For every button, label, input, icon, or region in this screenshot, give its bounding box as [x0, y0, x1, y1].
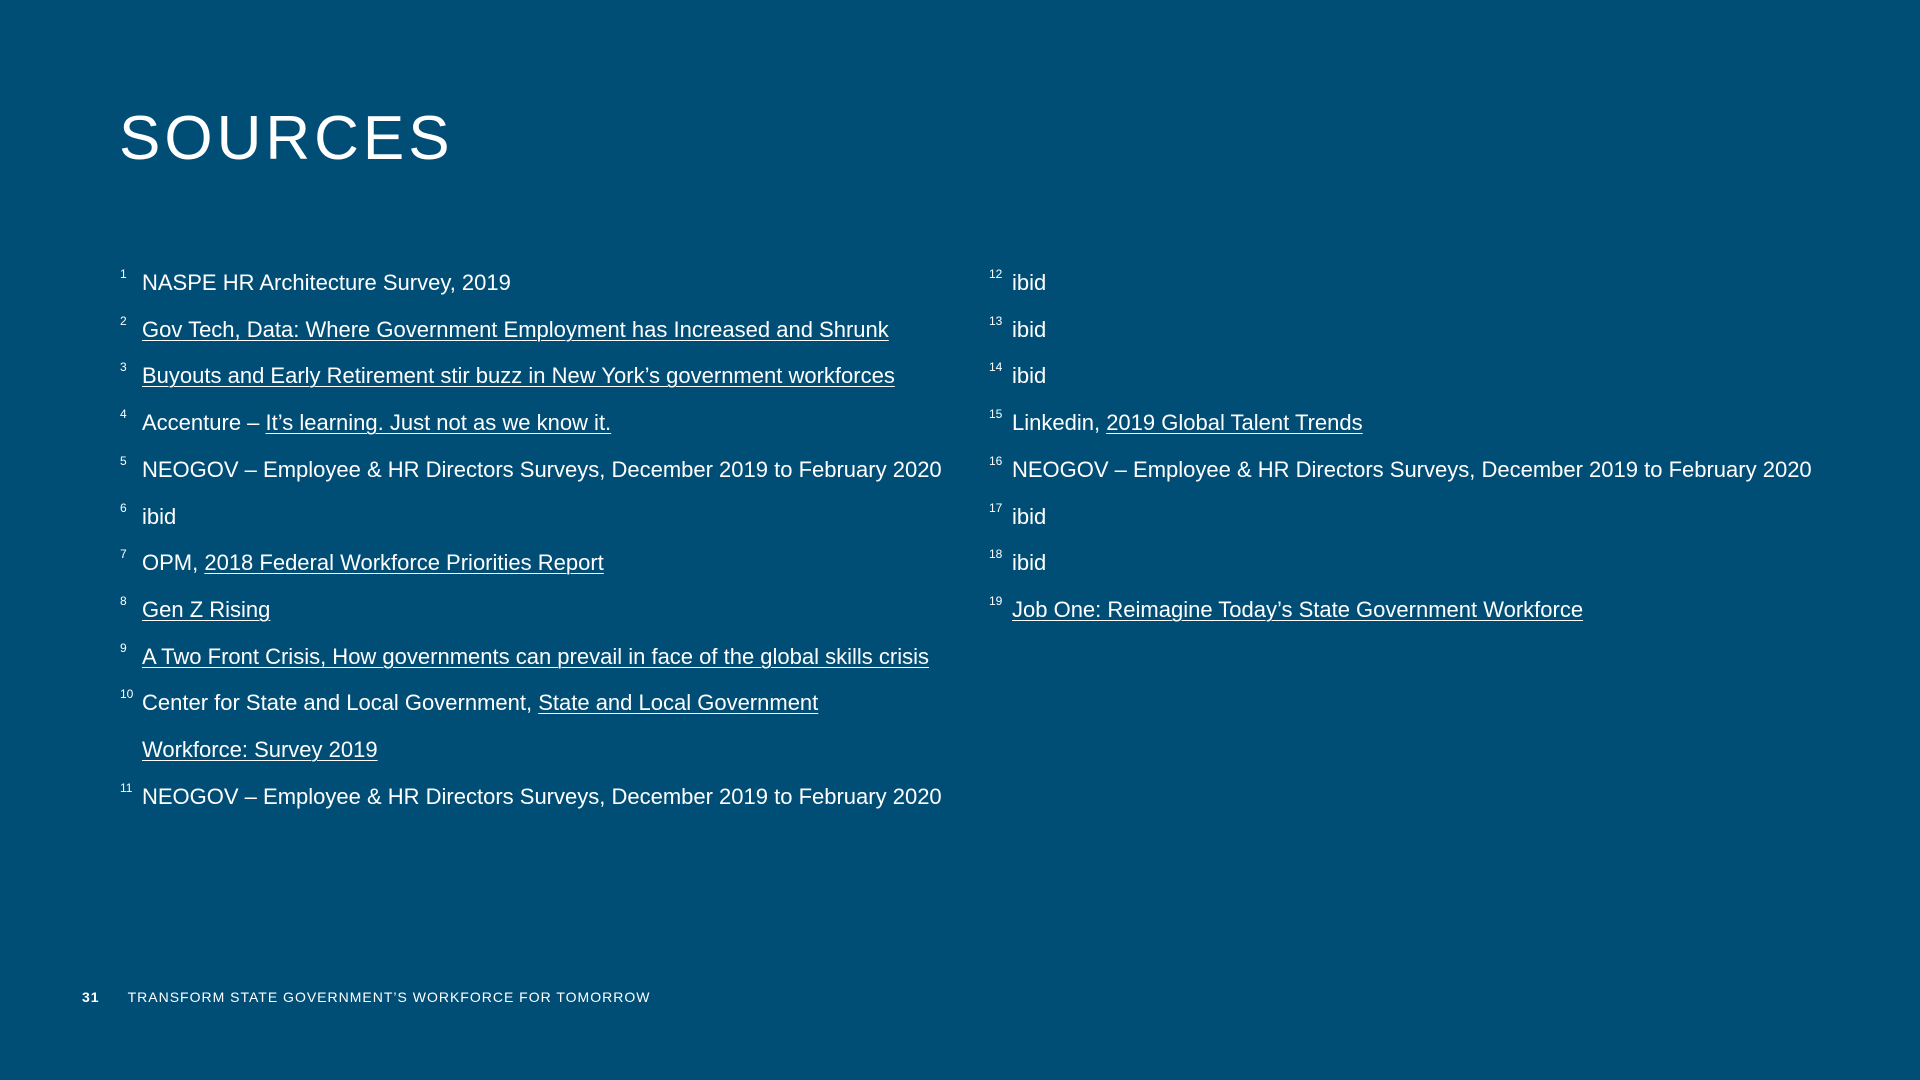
source-link[interactable]: State and Local Government Workforce: Survey 2019: [142, 690, 819, 763]
footnote-number: 11: [120, 780, 133, 795]
source-link[interactable]: Gov Tech, Data: Where Government Employment has Increased and Shrunk: [142, 316, 889, 342]
footnote-number: 1: [120, 267, 127, 281]
source-text: NEOGOV – Employee & HR Directors Surveys, December 2019 to February 2020: [142, 783, 942, 809]
footer-document-title: TRANSFORM STATE GOVERNMENT’S WORKFORCE FOR TOMORROW: [127, 989, 651, 1005]
source-text: ibid: [1012, 550, 1047, 576]
source-item: [120, 774, 942, 821]
footnote-number: 3: [120, 360, 127, 375]
footnote-number: 18: [989, 547, 1003, 562]
source-text: NEOGOV – Employee & HR Directors Surveys, December 2019 to February 2020: [142, 456, 942, 482]
source-text: Linkedin,: [1012, 410, 1107, 436]
footnote-number: 8: [120, 593, 127, 608]
source-item: [120, 540, 910, 587]
footnote-number: 12: [989, 267, 1003, 281]
footnote-number: 16: [989, 453, 1003, 468]
source-item: [989, 447, 1829, 494]
source-item: [120, 307, 910, 354]
source-item: [989, 587, 1829, 634]
source-link[interactable]: It’s learning. Just not as we know it.: [265, 410, 612, 436]
footnote-number: 2: [120, 313, 127, 328]
source-text: Center for State and Local Government,: [142, 690, 539, 716]
source-item: [120, 400, 910, 447]
source-text: NASPE HR Architecture Survey, 2019: [142, 270, 511, 295]
source-link[interactable]: 2019 Global Talent Trends: [1106, 410, 1363, 436]
source-text: OPM,: [142, 550, 205, 576]
source-item: [989, 400, 1829, 447]
source-item: [120, 447, 942, 494]
source-link[interactable]: Gen Z Rising: [142, 596, 271, 622]
source-item: [120, 680, 910, 773]
source-text: Accenture –: [142, 410, 266, 436]
page-number: 31: [82, 989, 100, 1005]
source-link[interactable]: A Two Front Crisis, How governments can prevail in face of the global skills crisis: [142, 643, 930, 669]
source-text: ibid: [1012, 270, 1047, 295]
footnote-number: 4: [120, 407, 127, 422]
source-item: [989, 353, 1829, 400]
source-link[interactable]: Job One: Reimagine Today’s State Government Workforce: [1012, 596, 1584, 622]
source-link[interactable]: Buyouts and Early Retirement stir buzz in New York’s government workforces: [142, 363, 895, 389]
sources-list-left: [120, 260, 942, 820]
footnote-number: 14: [989, 360, 1003, 375]
source-text: ibid: [1012, 503, 1047, 529]
source-item: [120, 353, 910, 400]
footnote-number: 13: [989, 313, 1003, 328]
footnote-number: 19: [989, 593, 1003, 608]
source-item: [120, 260, 910, 307]
footnote-number: 6: [120, 500, 127, 515]
source-item: [989, 540, 1829, 587]
footnote-number: 10: [120, 687, 134, 702]
footnote-number: 5: [120, 453, 127, 468]
page-footer: [82, 990, 650, 1004]
footnote-number: 9: [120, 640, 127, 655]
source-item: [989, 494, 1829, 541]
source-text: ibid: [1012, 316, 1047, 342]
source-item: [120, 634, 930, 681]
source-text: NEOGOV – Employee & HR Directors Surveys, December 2019 to February 2020: [1012, 456, 1812, 482]
page-title: SOURCES: [119, 104, 454, 173]
source-item: [120, 587, 910, 634]
source-item: [989, 307, 1829, 354]
source-text: ibid: [1012, 363, 1047, 389]
sources-list-right: [989, 260, 1829, 634]
source-item: [989, 260, 1829, 307]
footnote-number: 15: [989, 407, 1003, 422]
source-link[interactable]: 2018 Federal Workforce Priorities Report: [204, 550, 604, 576]
footnote-number: 17: [989, 500, 1003, 515]
source-text: ibid: [142, 503, 177, 529]
footnote-number: 7: [120, 547, 127, 562]
source-item: [120, 494, 910, 541]
